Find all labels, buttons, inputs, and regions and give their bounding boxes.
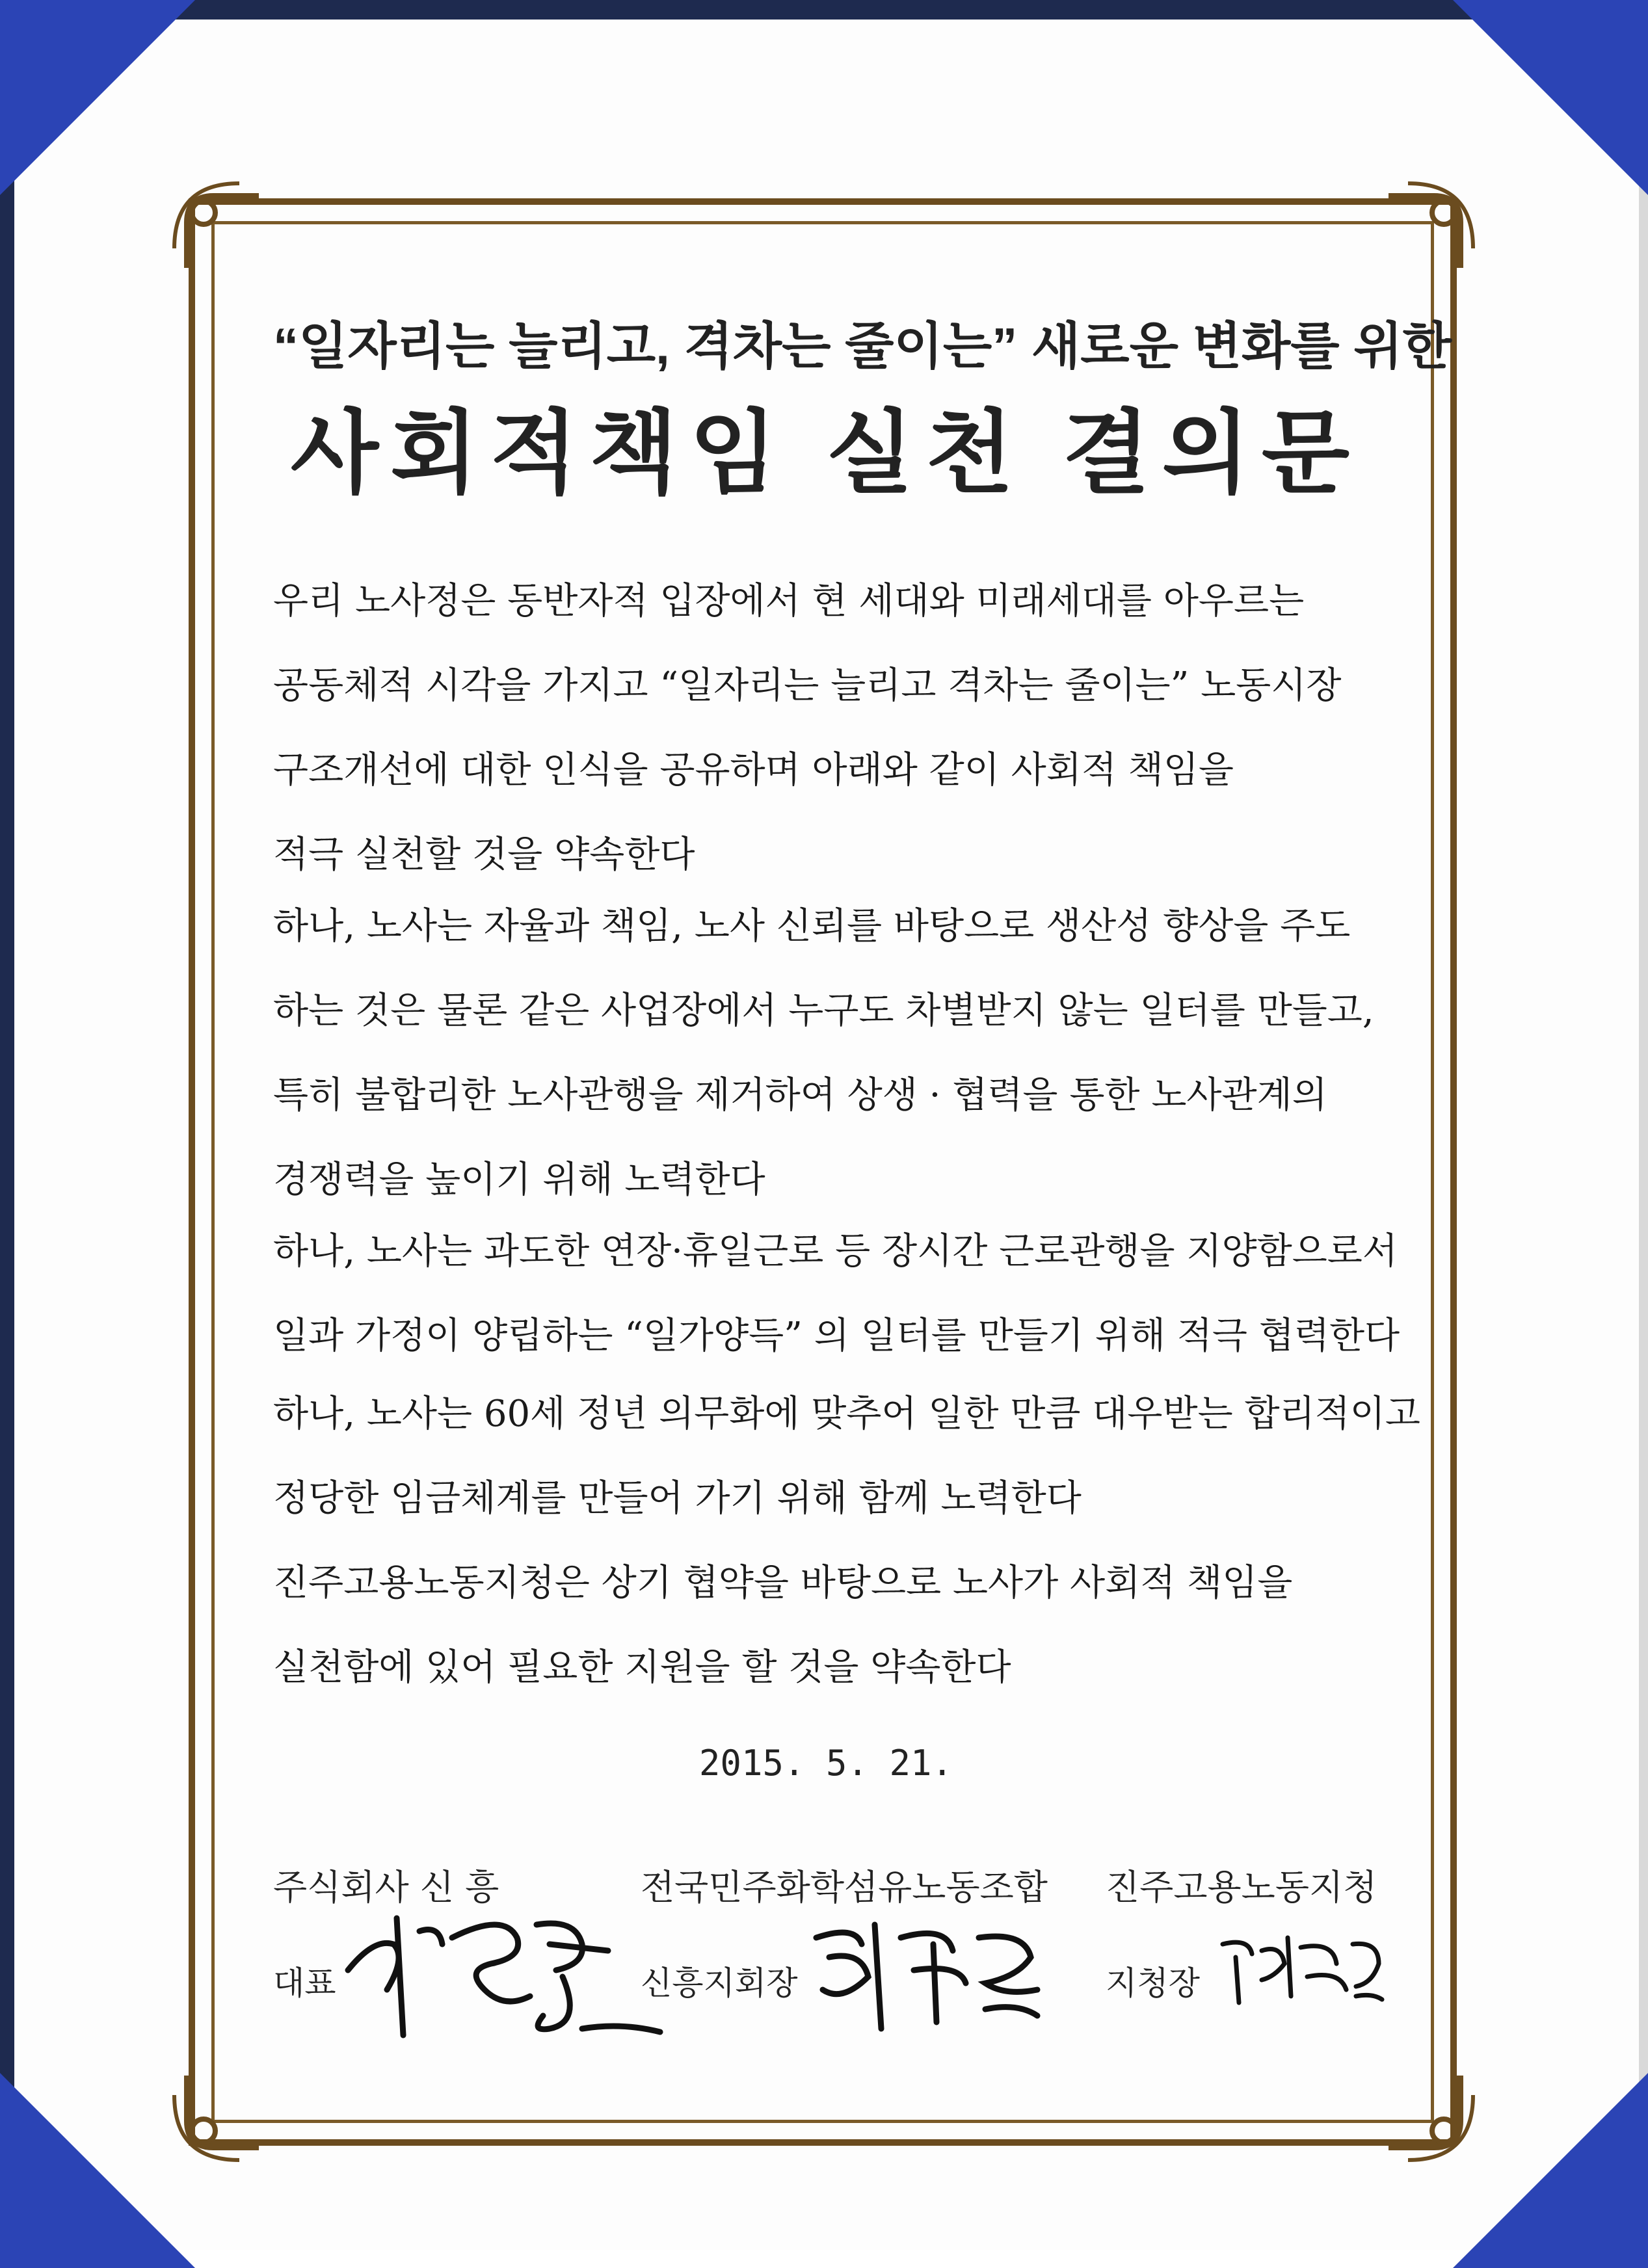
- folder-right-edge: [1639, 0, 1648, 2268]
- folder-corner-bottom-right: [1453, 2073, 1648, 2268]
- signatory-organization: 전국민주화학섬유노동조합: [641, 1867, 1048, 1908]
- paragraph-support: [273, 1541, 1398, 1710]
- paragraph-line: 적극 실천할 것을 약속한다: [273, 834, 695, 876]
- handwritten-signature: [803, 1899, 1050, 2048]
- frame-ornament-bottom-right: [1382, 2069, 1480, 2167]
- paragraph-pledge-1: [273, 884, 1398, 1222]
- signatory-organization: 주식회사 신 흥: [273, 1867, 499, 1908]
- folder-corner-top-right: [1453, 0, 1648, 195]
- signatory-company: [273, 1860, 499, 2002]
- paragraph-line: 경쟁력을 높이기 위해 노력한다: [273, 1159, 765, 1201]
- paragraph-line: 하나, 노사는 자율과 책임, 노사 신뢰를 바탕으로 생산성 향상을 주도: [273, 905, 1351, 947]
- paragraph-line: 진주고용노동지청은 상기 협약을 바탕으로 노사가 사회적 책임을: [273, 1562, 1293, 1604]
- paragraph-line: 정당한 임금체계를 만들어 가기 위해 함께 노력한다: [273, 1477, 1082, 1520]
- paragraph-line: 우리 노사정은 동반자적 입장에서 현 세대와 미래세대를 아우르는: [273, 580, 1305, 622]
- paragraph-pledge-3: [273, 1372, 1420, 1541]
- signatory-role: 대표: [273, 1964, 336, 2002]
- paragraph-preamble: [273, 559, 1398, 897]
- frame-ornament-top-left: [168, 177, 265, 274]
- folder-corner-top-left: [0, 0, 195, 195]
- document-date: 2015. 5. 21.: [698, 1743, 953, 1784]
- document-subtitle: “일자리는 늘리고, 격차는 줄이는” 새로운 변화를 위한: [273, 317, 1452, 375]
- signatory-role: 지청장: [1106, 1964, 1200, 2002]
- frame-ornament-top-right: [1382, 177, 1480, 274]
- folder-left-edge: [0, 0, 14, 2268]
- frame-ornament-bottom-left: [168, 2069, 265, 2167]
- paragraph-pledge-2: [273, 1209, 1398, 1378]
- paragraph-line: 하나, 노사는 60세 정년 의무화에 맞추어 일한 만큼 대우받는 합리적이고: [273, 1393, 1420, 1435]
- paragraph-line: 하나, 노사는 과도한 연장·휴일근로 등 장시간 근로관행을 지양함으로서: [273, 1230, 1398, 1272]
- signatory-labor-office: [1106, 1860, 1377, 2002]
- handwritten-signature: [1216, 1918, 1385, 2016]
- paragraph-line: 공동체적 시각을 가지고 “일자리는 늘리고 격차는 줄이는” 노동시장: [273, 665, 1342, 707]
- paragraph-line: 특히 불합리한 노사관행을 제거하여 상생 · 협력을 통한 노사관계의: [273, 1074, 1327, 1116]
- signatory-union: [641, 1860, 1048, 2002]
- handwritten-signature: [335, 1899, 673, 2048]
- paragraph-line: 하는 것은 물론 같은 사업장에서 누구도 차별받지 않는 일터를 만들고,: [273, 990, 1374, 1032]
- paragraph-line: 실천함에 있어 필요한 지원을 할 것을 약속한다: [273, 1646, 1011, 1689]
- signatory-role: 신흥지회장: [641, 1964, 798, 2002]
- folder-corner-bottom-left: [0, 2073, 195, 2268]
- paragraph-line: 일과 가정이 양립하는 “일가양득” 의 일터를 만들기 위해 적극 협력한다: [273, 1315, 1400, 1357]
- folder-top-edge: [0, 0, 1648, 20]
- signatory-organization: 진주고용노동지청: [1106, 1867, 1377, 1908]
- paragraph-line: 구조개선에 대한 인식을 공유하며 아래와 같이 사회적 책임을: [273, 749, 1234, 791]
- document-title: 사회적책임 실천 결의문: [290, 402, 1362, 504]
